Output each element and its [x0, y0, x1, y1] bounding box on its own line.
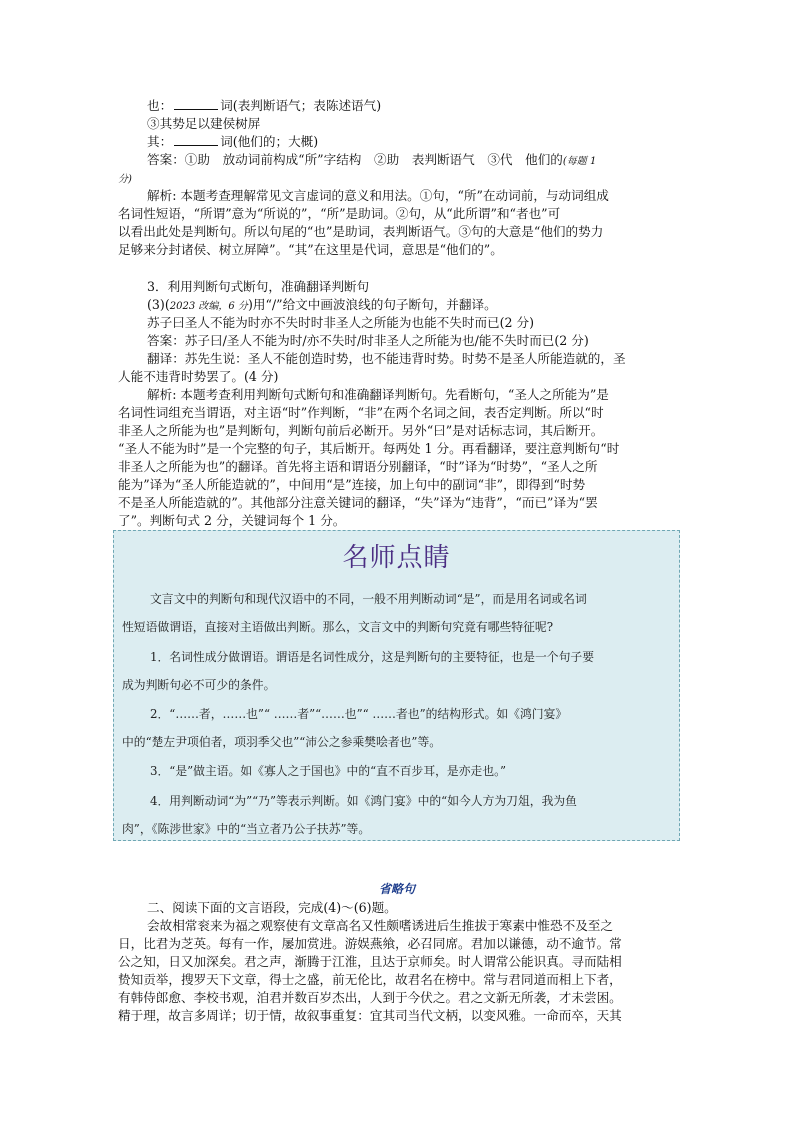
tip-paragraph: 成为判断句必不可少的条件。 — [122, 678, 276, 692]
passage-line: 会故相常衮来为福之观察使有文章高名又性颇嗜诱进后生推拔于寒素中惟恐不及至之 — [147, 918, 613, 933]
passage-line: 贽知贡举，搜罗天下文章，得士之盛，前无伦比，故君名在榜中。常与君同道而相上下者， — [118, 972, 622, 987]
tip-paragraph: 性短语做谓语，直接对主语做出判断。那么，文言文中的判断句究竟有哪些特征呢? — [122, 620, 554, 634]
section-heading: 省略句 — [378, 882, 415, 896]
answer-line-ye: 也： 词(表判断语气；表陈述语气) — [147, 98, 382, 113]
analysis-line: 解析: 本题考查理解常见文言虚词的意义和用法。①句，“所”在动词前，与动词组成 — [147, 188, 609, 203]
passage-line: 日，比君为芝英。每有一作，屡加赏进。游娱燕飨，必召同席。君加以谦德，动不逾节。常 — [118, 936, 622, 951]
analysis-line: 以看出此处是判断句。所以句尾的“也”是助词，表判断语气。③句的大意是“他们的势力 — [118, 224, 604, 239]
question-line-3: ③其势足以建侯树屏 — [147, 116, 261, 131]
passage-line: 有韩侍郎愈、李校书观，洎君并数百岁杰出，人到于今伏之。君之文新无所袭，才未尝困。 — [118, 990, 622, 1005]
analysis-line: 解析: 本题考查利用判断句式断句和准确翻译判断句。先看断句，“圣人之所能为”是 — [147, 387, 609, 402]
tip-paragraph: 2．“……者，……也”“ ……者”“……也”“ ……者也”的结构形式。如《鸿门宴》 — [150, 707, 568, 721]
question-prompt: (3)(2023 改编，6 分)用“/”给文中画波浪线的句子断句，并翻译。 — [147, 297, 497, 312]
analysis-line: 非圣人之所能为也”的翻译。首先将主语和谓语分别翻译，“时”译为“时势”，“圣人之所 — [118, 459, 598, 474]
answer-line-qi: 其： 词(他们的；大概) — [147, 134, 319, 149]
fill-blank — [174, 97, 218, 110]
tip-paragraph: 肉”，《陈涉世家》中的“当立者乃公子扶苏”等。 — [122, 822, 371, 836]
analysis-line: “圣人不能为时”是一个完整的句子，其后断开。每两处 1 分。再看翻译，要注意判断句“时 — [118, 441, 620, 456]
analysis-line: 名词性词组充当谓语，对主语“时”作判断，“非”在两个名词之间，表否定判断。所以“时 — [118, 405, 604, 420]
analysis-line: 名词性短语，“所谓”意为“所说的”，“所”是助词。②句，从“此所谓”和“者也”可 — [118, 206, 561, 221]
translation-line: 翻译：苏先生说：圣人不能创造时势，也不能违背时势。时势不是圣人所能造就的，圣 — [147, 351, 626, 366]
tip-box-title: 名师点睛 — [342, 543, 451, 573]
passage-line: 精于理，故言多周详；切于情，故叙事重复：宜其司当代文柄，以变风雅。一命而卒，天其 — [118, 1008, 622, 1023]
analysis-line: 足够来分封诸侯、树立屏障”。“其”在这里是代词，意思是“他们的”。 — [118, 242, 503, 257]
answer-line: 答案：苏子曰/圣人不能为时/亦不失时/时非圣人之所能为也/能不失时而已(2 分) — [147, 333, 589, 348]
tip-paragraph: 中的“楚左尹项伯者，项羽季父也”“沛公之参乘樊哙者也”等。 — [122, 735, 442, 749]
question-intro: 二、阅读下面的文言语段，完成(4)～(6)题。 — [147, 900, 397, 915]
tip-paragraph: 4．用判断动词“为”“乃”等表示判断。如《鸿门宴》中的“如今人方为刀俎，我为鱼 — [150, 794, 577, 808]
analysis-line: 不是圣人所能造就的”。其他部分注意关键词的翻译，“失”译为“违背”，“而已”译为“罢 — [118, 495, 598, 510]
tip-paragraph: 文言文中的判断句和现代汉语中的不同，一般不用判断动词“是”，而是用名词或名词 — [150, 592, 587, 606]
translation-line: 人能不违背时势罢了。(4 分) — [118, 369, 279, 384]
tip-paragraph: 1．名词性成分做谓语。谓语是名词性成分，这是判断句的主要特征，也是一个句子要 — [150, 650, 594, 664]
fill-blank — [174, 133, 218, 146]
analysis-line: 了”。判断句式 2 分，关键词每个 1 分。 — [118, 513, 346, 528]
question-sentence: 苏子曰圣人不能为时亦不失时时非圣人之所能为也能不失时而已(2 分) — [147, 315, 535, 330]
analysis-line: 非圣人之所能为也”是判断句，判断句前后必断开。另外“曰”是对话标志词，其后断开。 — [118, 423, 604, 438]
tip-paragraph: 3．“是”做主语。如《寡人之于国也》中的“直不百步耳，是亦走也。” — [150, 764, 507, 778]
passage-line: 公之知，日又加深矣。君之声，渐腾于江淮，且达于京师矣。时人谓常公能识真。寻而陆相 — [118, 954, 622, 969]
tip-box — [113, 530, 680, 841]
question-title: 3．利用判断句式断句，准确翻译判断句 — [147, 279, 370, 294]
answer-note-cont: 分) — [118, 174, 132, 185]
answer-line: 答案：①助 放动词前构成“所”字结构 ②助 表判断语气 ③代 他们的(每题 1 — [147, 152, 597, 167]
analysis-line: 能为”译为“圣人所能造就的”，中间用“是”连接，加上句中的副词“非”，即得到“时势 — [118, 477, 586, 492]
